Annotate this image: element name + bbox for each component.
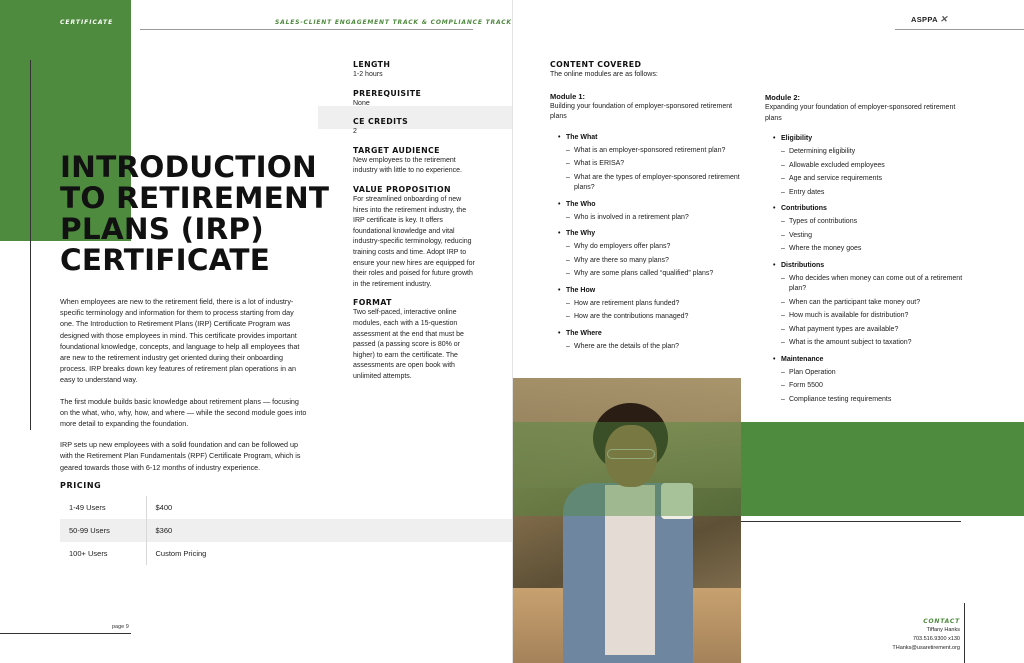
right-page <box>512 0 1024 663</box>
list-item: – How much is available for distribution? <box>781 311 965 322</box>
pricing-price: Custom Pricing <box>155 549 207 558</box>
pricing-users: 1-49 Users <box>60 496 146 519</box>
green-band-overlay <box>513 422 741 516</box>
list-item: – Types of contributions <box>781 217 965 228</box>
list-item: – Who decides when money can come out of a retirement plan? <box>781 274 965 295</box>
header-rule <box>895 29 1024 30</box>
section-tag: CERTIFICATE <box>60 19 114 26</box>
intro-paragraph: IRP sets up new employees with a solid foundation and can be followed up with the Retirement Plan Fundamentals (RPF) Certificate Program, which is geared towards those with 6-12 months of industry experience. <box>60 440 301 472</box>
topic-heading: • Eligibility <box>773 134 965 144</box>
topic-heading: • The What <box>558 133 750 143</box>
list-item: – How are the contributions managed? <box>566 312 750 323</box>
info-prerequisite: PREREQUISITE None <box>353 88 422 107</box>
list-item: – Where the money goes <box>781 244 965 255</box>
topic-heading: • Distributions <box>773 261 965 271</box>
table-row <box>60 496 512 519</box>
list-item: – Who is involved in a retirement plan? <box>566 213 750 224</box>
list-item: – What is an employer-sponsored retirement plan? <box>566 146 750 157</box>
list-item: – Why do employers offer plans? <box>566 242 750 253</box>
title-line: CERTIFICATE <box>60 243 271 277</box>
list-item: – Where are the details of the plan? <box>566 342 750 353</box>
logo-text: ASPPA <box>911 15 938 24</box>
list-item: – Vesting <box>781 231 965 242</box>
list-item: – Entry dates <box>781 188 965 199</box>
contact-email[interactable]: THanks@usaretirement.org <box>892 645 960 651</box>
pricing-price: $400 <box>155 503 173 512</box>
intro-text <box>60 296 308 483</box>
table-row <box>60 519 512 542</box>
contact-rule <box>964 603 965 663</box>
list-item: – When can the participant take money out? <box>781 298 965 309</box>
list-item: – Plan Operation <box>781 368 965 379</box>
topic-heading: • Contributions <box>773 204 965 214</box>
band-rule <box>741 521 961 522</box>
pricing-price: $360 <box>146 519 512 542</box>
module-1-topics <box>550 133 750 353</box>
track-tag: SALES-CLIENT ENGAGEMENT TRACK & COMPLIANCE TRACK <box>275 19 512 26</box>
list-item: – What is the amount subject to taxation? <box>781 338 965 349</box>
module-1-title: Module 1: <box>550 91 585 101</box>
list-item: – Why are some plans called “qualified” plans? <box>566 269 750 280</box>
page-title <box>60 152 335 276</box>
page-number: page 9 <box>112 624 129 630</box>
list-item: – What is ERISA? <box>566 159 750 170</box>
title-line: PLANS (IRP) <box>60 212 264 246</box>
info-value-proposition: VALUE PROPOSITION For streamlined onboarding of new hires into the retirement industry, the IRP certificate is key. It offers foundational knowledge and vital industry-specific terminology, reducing training costs and time. Adopt IRP to ensure your new hires are equipped for their roles and poised for future growth in the retirement industry. <box>353 184 475 288</box>
title-line: INTRODUCTION <box>60 150 317 184</box>
content-column-2 <box>765 92 965 405</box>
topic-heading: • The Who <box>558 200 750 210</box>
list-item: – Determining eligibility <box>781 147 965 158</box>
contact-label: CONTACT <box>923 618 960 625</box>
info-format: FORMAT Two self-paced, interactive online modules, each with a 15-question assessment at the end that must be passed (a passing score is 80% or higher) to earn the certificate. The assessments are open book with unlimited attempts. <box>353 298 464 380</box>
contact-name: Tiffany Hanks <box>926 627 960 633</box>
topic-heading: • Maintenance <box>773 355 965 365</box>
content-subheading: The online modules are as follows: <box>550 71 658 78</box>
topic-heading: • The Where <box>558 329 750 339</box>
contact-phone: 703.516.9300 x130 <box>912 636 960 642</box>
photo-woman-with-mug <box>513 378 741 663</box>
logo-mark-icon: ✕ <box>939 14 948 24</box>
info-ce-credits: CE CREDITS 2 <box>353 117 409 136</box>
pricing-heading: PRICING <box>60 481 102 490</box>
list-item: – Allowable excluded employees <box>781 161 965 172</box>
footer-rule <box>0 633 131 634</box>
info-length: LENGTH 1-2 hours <box>353 60 391 78</box>
list-item: – Why are there so many plans? <box>566 256 750 267</box>
green-accent-band <box>741 422 1024 516</box>
topic-heading: • The How <box>558 286 750 296</box>
list-item: – How are retirement plans funded? <box>566 299 750 310</box>
list-item: – What are the types of employer-sponsored retirement plans? <box>566 173 750 194</box>
content-column-1 <box>550 60 750 352</box>
info-target-audience: TARGET AUDIENCE New employees to the retirement industry with little to no experience. <box>353 145 462 175</box>
list-item: – Form 5500 <box>781 381 965 392</box>
list-item: – Age and service requirements <box>781 174 965 185</box>
content-heading: CONTENT COVERED <box>550 60 642 69</box>
intro-paragraph: When employees are new to the retirement field, there is a lot of industry-specific terminology and information for them to process starting from day one. The Introduction to Retirement Plans (IRP) Certificate Program was designed with those employees in mind. This certificate provides important foundational knowledge, concepts, and language to help all employees that are new to the retirement industry get oriented during their onboarding process. IRP breaks down key features of retirement plan operations in an easy to understand way. <box>60 297 300 385</box>
table-row <box>60 542 512 565</box>
module-1-description: Building your foundation of employer-sponsored retirement plans <box>550 102 733 121</box>
module-2-description: Expanding your foundation of employer-sponsored retirement plans <box>765 104 956 122</box>
contact-block <box>892 617 960 653</box>
header-rule <box>140 29 473 30</box>
list-item: – What payment types are available? <box>781 325 965 336</box>
pricing-users: 100+ Users <box>60 542 146 565</box>
module-2-topics <box>765 134 965 405</box>
pricing-users: 50-99 Users <box>60 519 146 542</box>
pricing-table <box>60 496 512 565</box>
vertical-rule <box>30 60 31 430</box>
asppa-logo <box>911 14 948 25</box>
info-column <box>353 60 478 390</box>
topic-heading: • The Why <box>558 229 750 239</box>
list-item: – Compliance testing requirements <box>781 395 965 406</box>
intro-paragraph: The first module builds basic knowledge about retirement plans — focusing on the what, who, why, how, and where — while the second module goes into more detail to expanding the foundation. <box>60 396 307 429</box>
title-line: TO RETIREMENT <box>60 181 330 215</box>
module-2-title: Module 2: <box>765 93 800 102</box>
